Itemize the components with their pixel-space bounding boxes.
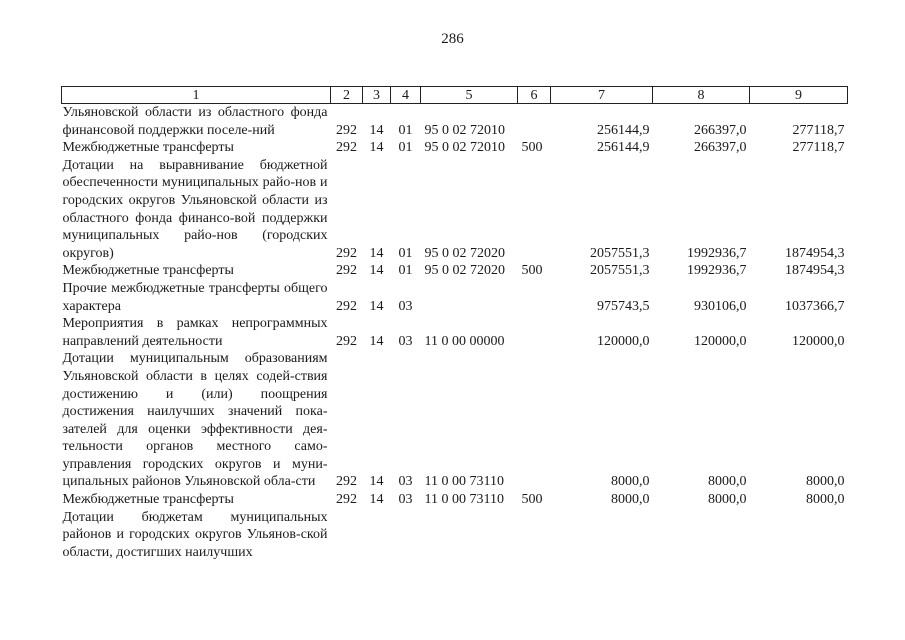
amount-year-3-cell: 1037366,7	[785, 298, 845, 314]
table-body	[62, 104, 848, 562]
amount-year-3-cell: 120000,0	[792, 333, 845, 349]
target-article-code-cell: 11 0 00 73110	[424, 492, 504, 508]
amount-year-1-cell: 975743,5	[597, 298, 650, 314]
table-row	[62, 139, 848, 157]
expense-type-code-cell	[518, 509, 551, 562]
section-code-cell: 14	[369, 263, 384, 279]
subsection-code-cell: 03	[398, 333, 413, 349]
subsection-code-cell: 01	[398, 263, 413, 279]
ministry-code-cell	[331, 509, 363, 562]
amount-year-3-cell: 8000,0	[806, 492, 845, 508]
amount-year-1-cell: 8000,0	[611, 474, 650, 490]
amount-year-2-cell: 930106,0	[694, 298, 747, 314]
ministry-code-cell: 292	[336, 298, 357, 314]
amount-year-1-cell: 2057551,3	[590, 245, 650, 261]
subsection-code-cell: 03	[398, 474, 413, 490]
section-code-cell: 14	[369, 122, 384, 138]
page-number: 286	[441, 31, 464, 47]
item-name-cell: Мероприятия в рамках непрограммных направлений деятельности	[62, 316, 328, 349]
amount-year-1-cell: 256144,9	[597, 122, 650, 138]
target-article-code-cell	[421, 509, 518, 562]
amount-year-2-cell: 266397,0	[694, 140, 747, 156]
table-row	[62, 350, 848, 491]
subsection-code-cell: 03	[398, 298, 413, 314]
column-header: 8	[653, 87, 750, 104]
amount-year-1-cell	[551, 509, 653, 562]
table-row	[62, 157, 848, 263]
amount-year-2-cell: 8000,0	[708, 474, 747, 490]
item-name-cell: Дотации бюджетам муниципальных районов и городских округов Ульянов-ской области, достигших наилучших	[62, 509, 328, 560]
table-row	[62, 509, 848, 562]
ministry-code-cell: 292	[336, 263, 357, 279]
column-header: 9	[750, 87, 848, 104]
section-code-cell: 14	[369, 245, 384, 261]
item-name-cell: Межбюджетные трансферты	[62, 140, 234, 156]
amount-year-3-cell: 8000,0	[806, 474, 845, 490]
section-code-cell: 14	[369, 492, 384, 508]
amount-year-1-cell: 2057551,3	[590, 263, 650, 279]
column-header: 4	[391, 87, 421, 104]
expense-type-code-cell	[518, 315, 551, 350]
target-article-code-cell: 95 0 02 72020	[424, 263, 505, 279]
amount-year-2-cell: 8000,0	[708, 492, 747, 508]
table-row	[62, 491, 848, 509]
amount-year-1-cell: 8000,0	[611, 492, 650, 508]
column-header: 5	[421, 87, 518, 104]
amount-year-1-cell: 256144,9	[597, 140, 650, 156]
expense-type-code-cell: 500	[521, 492, 543, 508]
expense-type-code-cell	[518, 280, 551, 315]
section-code-cell: 14	[369, 333, 384, 349]
subsection-code-cell: 01	[398, 245, 413, 261]
ministry-code-cell: 292	[336, 122, 357, 138]
ministry-code-cell: 292	[336, 333, 357, 349]
column-header: 3	[363, 87, 391, 104]
subsection-code-cell: 01	[398, 140, 413, 156]
column-header: 2	[331, 87, 363, 104]
expense-type-code-cell: 500	[521, 140, 543, 156]
target-article-code-cell: 95 0 02 72010	[424, 122, 505, 138]
table-header-row	[62, 87, 848, 104]
amount-year-3-cell	[750, 509, 848, 562]
table-row	[62, 315, 848, 350]
amount-year-2-cell: 120000,0	[694, 333, 747, 349]
amount-year-2-cell	[653, 509, 750, 562]
subsection-code-cell	[391, 509, 421, 562]
amount-year-3-cell: 277118,7	[792, 122, 845, 138]
table-row	[62, 280, 848, 315]
section-code-cell: 14	[369, 474, 384, 490]
expense-type-code-cell	[518, 104, 551, 140]
amount-year-3-cell: 277118,7	[792, 140, 845, 156]
item-name-cell: Ульяновской области из областного фонда финансовой поддержки поселе-ний	[62, 105, 328, 138]
ministry-code-cell: 292	[336, 140, 357, 156]
target-article-code-cell	[421, 280, 518, 315]
expense-type-code-cell	[518, 157, 551, 263]
section-code-cell: 14	[369, 298, 384, 314]
subsection-code-cell: 01	[398, 122, 413, 138]
expense-type-code-cell: 500	[521, 263, 543, 279]
amount-year-2-cell: 1992936,7	[687, 245, 747, 261]
ministry-code-cell: 292	[336, 245, 357, 261]
target-article-code-cell: 11 0 00 73110	[424, 474, 504, 490]
item-name-cell: Межбюджетные трансферты	[62, 492, 234, 508]
expense-type-code-cell	[518, 350, 551, 491]
table-row	[62, 262, 848, 280]
section-code-cell: 14	[369, 140, 384, 156]
ministry-code-cell: 292	[336, 474, 357, 490]
item-name-cell: Дотации муниципальным образованиям Ульяновской области в целях содей-ствия достижению и (или) поощрения достижения наилучших значений пока-зателей для оценки эффективности дея-тельности органов местного само-управления городских округов и муни-ципальных районов Ульяновской обла-сти	[62, 351, 328, 490]
amount-year-2-cell: 1992936,7	[687, 263, 747, 279]
subsection-code-cell: 03	[398, 492, 413, 508]
amount-year-3-cell: 1874954,3	[785, 245, 845, 261]
column-header: 6	[518, 87, 551, 104]
amount-year-1-cell: 120000,0	[597, 333, 650, 349]
target-article-code-cell: 11 0 00 00000	[424, 333, 505, 349]
item-name-cell: Межбюджетные трансферты	[62, 263, 234, 279]
column-header: 1	[62, 87, 331, 104]
budget-table	[61, 86, 848, 561]
item-name-cell: Прочие межбюджетные трансферты общего характера	[62, 280, 328, 314]
section-code-cell	[363, 509, 391, 562]
target-article-code-cell: 95 0 02 72020	[424, 245, 505, 261]
item-name-cell: Дотации на выравнивание бюджетной обеспеченности муниципальных райо-нов и городских округов Ульяновской области из областного фонда финансо-вой поддержки муниципальных райо-нов (городских округов)	[62, 157, 328, 261]
amount-year-2-cell: 266397,0	[694, 122, 747, 138]
column-header: 7	[551, 87, 653, 104]
ministry-code-cell: 292	[336, 492, 357, 508]
amount-year-3-cell: 1874954,3	[785, 263, 845, 279]
target-article-code-cell: 95 0 02 72010	[424, 140, 505, 156]
table-row	[62, 104, 848, 140]
